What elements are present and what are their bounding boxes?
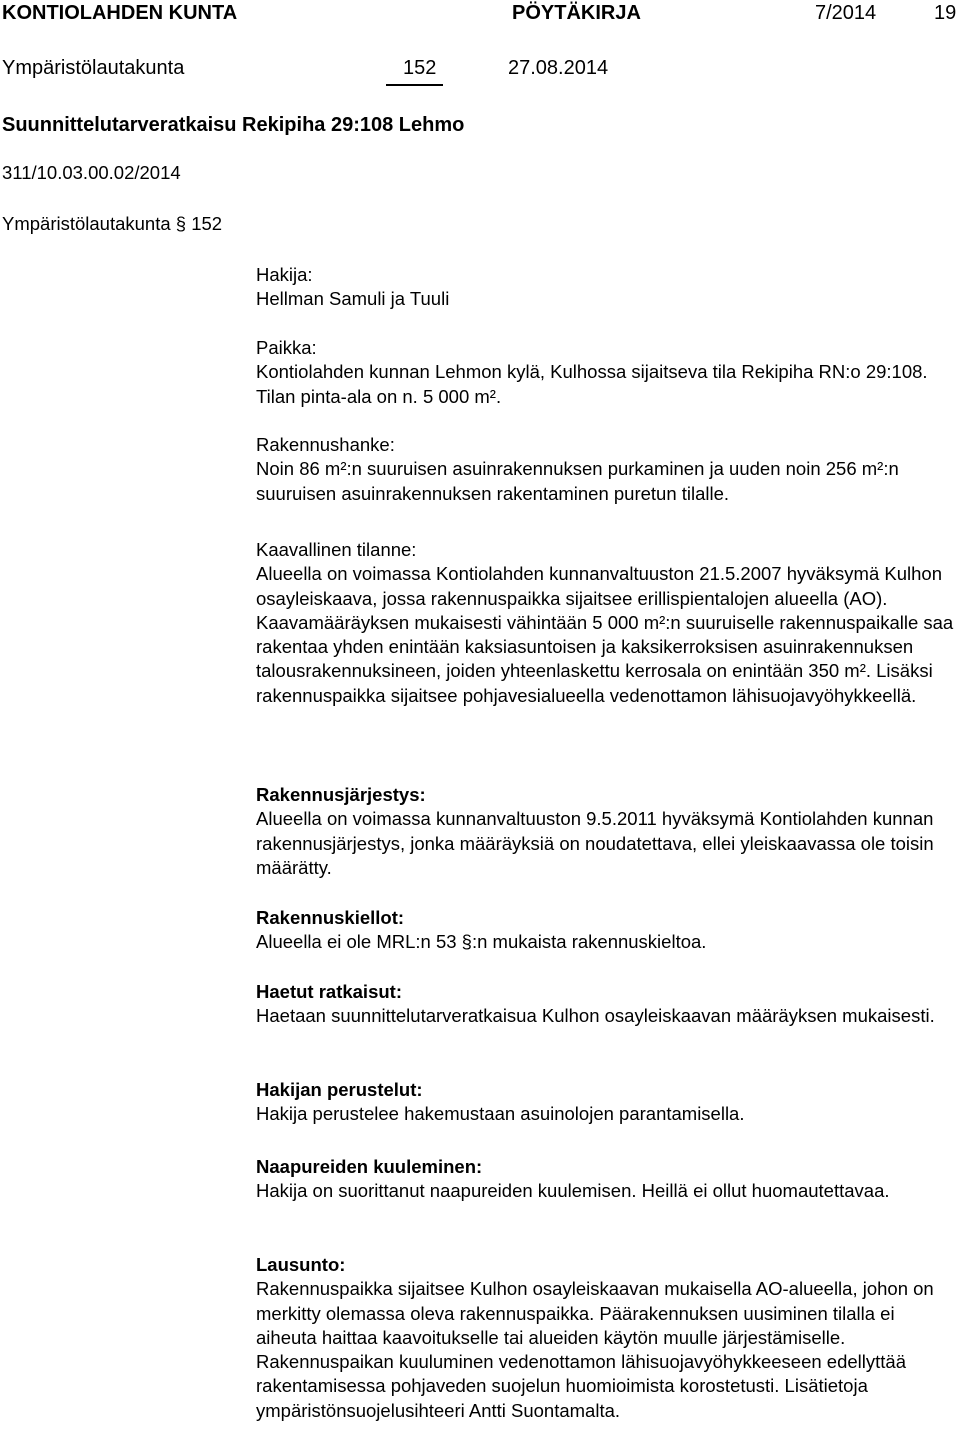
section-label: Kaavallinen tilanne: — [256, 539, 417, 560]
section-statement — [256, 1253, 956, 1423]
section-body: Noin 86 m²:n suuruisen asuinrakennuksen purkaminen ja uuden noin 256 m²:n suuruisen asuinrakennuksen rakentaminen puretun tilalle. — [256, 458, 899, 504]
section-applicant — [256, 263, 956, 312]
document-header-top — [0, 2, 960, 30]
section-label: Hakija: — [256, 264, 313, 285]
meeting-date: 27.08.2014 — [508, 57, 609, 79]
case-number: 311/10.03.00.02/2014 — [2, 162, 181, 183]
section-body: Hellman Samuli ja Tuuli — [256, 288, 450, 310]
document-type: PÖYTÄKIRJA — [512, 2, 641, 24]
section-building-project — [256, 433, 956, 506]
section-label: Haetut ratkaisut: — [256, 981, 402, 1002]
committee-section-line: Ympäristölautakunta § 152 — [2, 213, 223, 234]
section-body: Alueella ei ole MRL:n 53 §:n mukaista rakennuskieltoa. — [256, 931, 707, 953]
section-building-ordinance — [256, 783, 956, 880]
page-number: 19 — [934, 2, 957, 24]
section-applicant-grounds — [256, 1078, 956, 1127]
committee-name: Ympäristölautakunta — [2, 57, 185, 79]
section-label: Rakennuskiellot: — [256, 907, 405, 928]
section-body: Hakija on suorittanut naapureiden kuulemisen. Heillä ei ollut huomautettavaa. — [256, 1180, 890, 1202]
section-zoning-status — [256, 538, 956, 708]
document-header-bottom — [0, 57, 960, 85]
section-number: 152 — [403, 57, 437, 79]
municipality-name: KONTIOLAHDEN KUNTA — [2, 2, 238, 24]
section-requested-decisions — [256, 980, 956, 1029]
section-neighbour-hearing — [256, 1155, 956, 1204]
section-label: Naapureiden kuuleminen: — [256, 1156, 483, 1177]
section-body: Hakija perustelee hakemustaan asuinolojen parantamisella. — [256, 1103, 745, 1125]
section-body: Kontiolahden kunnan Lehmon kylä, Kulhossa sijaitseva tila Rekipiha RN:o 29:108. Tilan pinta-ala on n. 5 000 m². — [256, 361, 928, 407]
section-label: Rakennusjärjestys: — [256, 784, 426, 805]
section-body: Rakennuspaikka sijaitsee Kulhon osayleiskaavan mukaisella AO-alueella, johon on merkitty olemassa oleva rakennuspaikka. Päärakennuksen uusiminen tilalla ei aiheuta haittaa kaavoitukselle tai alueiden käytön muulle järjestämiselle. Rakennuspaikan kuuluminen vedenottamon lähisuojavyöhykkeeseen edellyttää rakentamisessa pohjaveden suojelun huomioimista korostetusti. Lisätietoja ympäristönsuojelusihteeri Antti Suontamalta. — [256, 1278, 934, 1421]
document-number: 7/2014 — [815, 2, 877, 24]
section-location — [256, 336, 956, 409]
section-label: Hakijan perustelut: — [256, 1079, 423, 1100]
section-label: Rakennushanke: — [256, 434, 395, 455]
section-building-bans — [256, 906, 956, 955]
case-title: Suunnittelutarveratkaisu Rekipiha 29:108 Lehmo — [2, 114, 465, 136]
section-body: Alueella on voimassa Kontiolahden kunnanvaltuuston 21.5.2007 hyväksymä Kulhon osayleiskaava, jossa rakennuspaikka sijaitsee erillispientalojen alueella (AO). Kaavamääräyksen mukaisesti vähintään 5 000 m²:n suuruiselle rakennuspaikalle saa rakentaa yhden enintään kaksiasuntoisen ja kaksikerroksisen asuinrakennuksen talousrakennuksineen, joiden yhteenlaskettu kerrosala on enintään 350 m². Lisäksi rakennuspaikka sijaitsee pohjavesialueella vedenottamon lähisuojavyöhykkeellä. — [256, 563, 954, 706]
section-body: Alueella on voimassa kunnanvaltuuston 9.5.2011 hyväksymä Kontiolahden kunnan rakennusjärjestys, jonka määräyksiä on noudatettava, ellei yleiskaavassa ole toisin määrätty. — [256, 808, 934, 878]
section-label: Lausunto: — [256, 1254, 346, 1275]
section-underline — [386, 84, 443, 86]
section-label: Paikka: — [256, 337, 317, 358]
section-body: Haetaan suunnittelutarveratkaisua Kulhon osayleiskaavan määräyksen mukaisesti. — [256, 1005, 935, 1027]
